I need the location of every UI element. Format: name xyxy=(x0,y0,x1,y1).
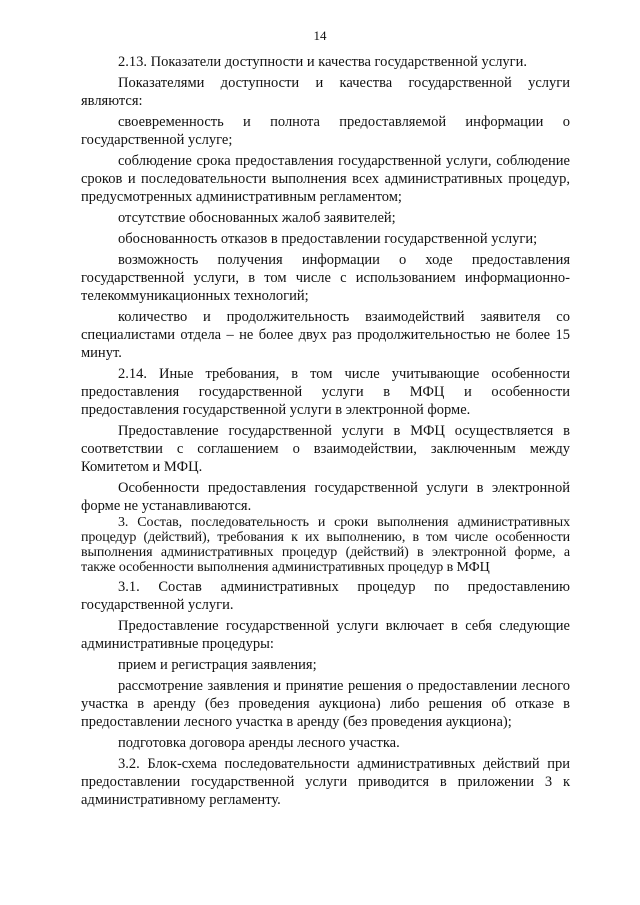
page-number: 14 xyxy=(313,28,327,43)
paragraph-review-decision: рассмотрение заявления и принятие решения о предоставлении лесного участка в аренду (без проведения аукциона) либо решения об отказе в предоставлении лесного участка в аренду (без проведения аукциона); xyxy=(81,678,570,730)
paragraph-deadline-compliance: соблюдение срока предоставления государственной услуги, соблюдение сроков и последовательности выполнения всех административных процедур, предусмотренных административным регламентом; xyxy=(81,153,570,205)
paragraph-2-14-heading: 2.14. Иные требования, в том числе учитывающие особенности предоставления государственной услуги в МФЦ и особенности предоставления государственной услуги в электронной форме. xyxy=(81,366,570,418)
paragraph-interactions-count: количество и продолжительность взаимодействий заявителя со специалистами отдела – не более двух раз продолжительностью не более 15 минут. xyxy=(81,309,570,361)
paragraph-electronic-form: Особенности предоставления государственной услуги в электронной форме не устанавливаются. xyxy=(81,480,570,514)
paragraph-progress-info: возможность получения информации о ходе предоставления государственной услуги, в том числе с использованием информационно-телекоммуникационных технологий; xyxy=(81,252,570,304)
section-3-heading: 3. Состав, последовательность и сроки выполнения административных процедур (действий), требования к их выполнению, в том числе особенности выполнения административных процедур (действий) в электронной форме, а также особенности выполнения административных процедур в МФЦ xyxy=(81,515,570,575)
paragraph-procedures-intro: Предоставление государственной услуги включает в себя следующие административные процедуры: xyxy=(81,618,570,652)
paragraph-refusal-validity: обоснованность отказов в предоставлении государственной услуги; xyxy=(118,231,538,247)
paragraph-reception-registration: прием и регистрация заявления; xyxy=(118,657,317,673)
paragraph-mfc-agreement: Предоставление государственной услуги в МФЦ осуществляется в соответствии с соглашением о взаимодействии, заключенным между Комитетом и МФЦ. xyxy=(81,423,570,475)
paragraph-3-1-heading: 3.1. Состав административных процедур по предоставлению государственной услуги. xyxy=(81,579,570,613)
paragraph-timeliness: своевременность и полнота предоставляемой информации о государственной услуге; xyxy=(81,114,570,148)
paragraph-3-2-flowchart: 3.2. Блок-схема последовательности административных действий при предоставлении государственной услуги приводится в приложении 3 к административному регламенту. xyxy=(81,756,570,808)
paragraph-2-13-heading: 2.13. Показатели доступности и качества государственной услуги. xyxy=(118,54,528,70)
paragraph-lease-preparation: подготовка договора аренды лесного участка. xyxy=(118,735,400,751)
paragraph-indicators-intro: Показателями доступности и качества государственной услуги являются: xyxy=(81,75,570,109)
document-body xyxy=(81,50,570,809)
paragraph-no-complaints: отсутствие обоснованных жалоб заявителей; xyxy=(118,210,396,226)
